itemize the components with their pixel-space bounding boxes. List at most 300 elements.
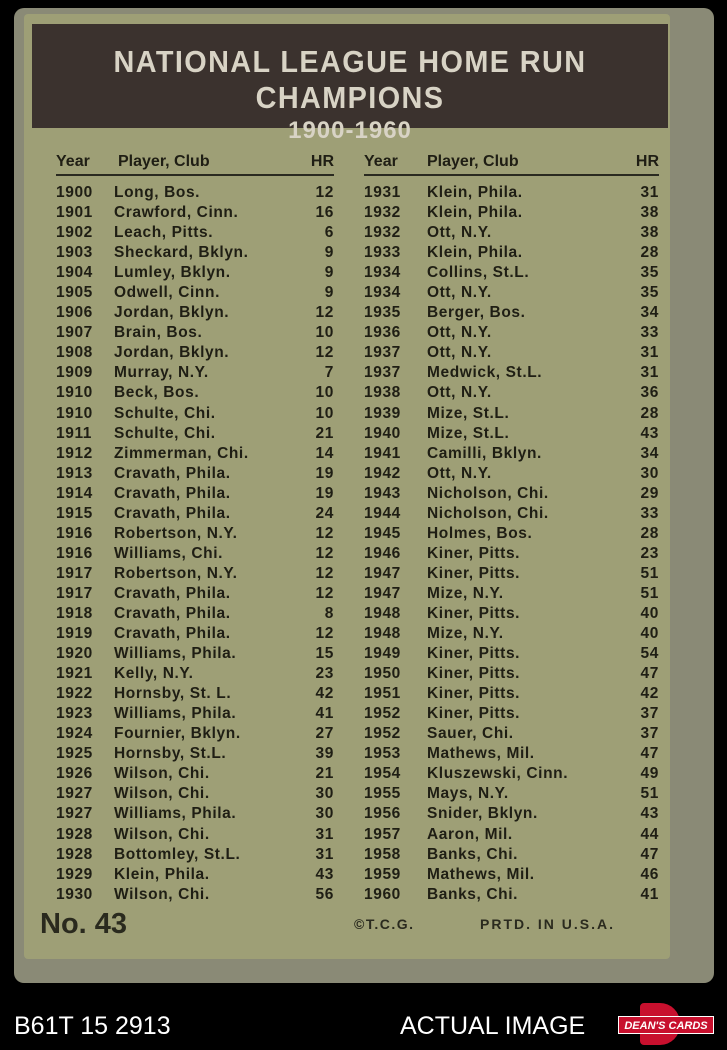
hr-cell: 21: [315, 765, 334, 783]
table-row: [56, 703, 334, 723]
table-row: [364, 463, 659, 483]
hr-cell: 19: [315, 464, 334, 482]
hr-cell: 37: [640, 725, 659, 743]
hr-cell: 42: [315, 685, 334, 703]
table-row: [364, 362, 659, 382]
player-cell: Kiner, Pitts.: [427, 645, 521, 663]
table-row: [56, 242, 334, 262]
year-cell: 1900: [56, 184, 93, 201]
table-row: [56, 423, 334, 443]
table-row: [364, 723, 659, 743]
table-row: [56, 342, 334, 362]
year-cell: 1960: [364, 885, 401, 903]
table-row: [364, 563, 659, 583]
table-row: [364, 603, 659, 623]
table-row: [364, 342, 659, 362]
table-row: [56, 884, 334, 904]
player-cell: Mize, N.Y.: [427, 584, 504, 602]
table-row: [56, 563, 334, 583]
table-row: [56, 382, 334, 402]
hr-cell: 41: [640, 885, 659, 903]
player-cell: Sheckard, Bklyn.: [114, 244, 249, 262]
year-cell: 1928: [56, 825, 93, 843]
table-row: [364, 483, 659, 503]
hr-cell: 6: [324, 224, 334, 242]
player-cell: Beck, Bos.: [114, 384, 200, 402]
year-cell: 1917: [56, 584, 93, 602]
player-cell: Klein, Phila.: [114, 865, 210, 883]
hr-column-header: HR: [310, 153, 334, 170]
table-row: [364, 222, 659, 242]
player-cell: Banks, Chi.: [427, 845, 519, 863]
hr-cell: 31: [315, 845, 334, 863]
year-cell: 1941: [364, 444, 401, 462]
year-cell: 1906: [56, 304, 93, 322]
player-cell: Mathews, Mil.: [427, 745, 535, 763]
player-cell: Zimmerman, Chi.: [114, 444, 249, 462]
hr-cell: 12: [315, 544, 334, 562]
table-row: [364, 864, 659, 884]
player-cell: Schulte, Chi.: [114, 404, 216, 422]
player-cell: Robertson, N.Y.: [114, 564, 238, 582]
player-cell: Hornsby, St.L.: [114, 745, 227, 763]
table-row: [364, 382, 659, 402]
player-cell: Hornsby, St. L.: [114, 685, 232, 703]
hr-cell: 33: [640, 504, 659, 522]
player-cell: Mize, St.L.: [427, 404, 510, 422]
year-cell: 1946: [364, 544, 401, 562]
table-row: [56, 403, 334, 423]
hr-cell: 35: [640, 284, 659, 302]
table-row: [364, 623, 659, 643]
year-cell: 1955: [364, 785, 401, 803]
player-cell: Ott, N.Y.: [427, 384, 492, 402]
hr-cell: 10: [315, 404, 334, 422]
year-cell: 1956: [364, 805, 401, 823]
hr-cell: 23: [315, 665, 334, 683]
hr-cell: 44: [640, 825, 659, 843]
hr-cell: 28: [640, 404, 659, 422]
table-row: [364, 824, 659, 844]
year-cell: 1927: [56, 805, 93, 823]
hr-cell: 12: [315, 564, 334, 582]
player-cell: Williams, Chi.: [114, 544, 224, 562]
player-cell: Wilson, Chi.: [114, 825, 210, 843]
table-row: [364, 884, 659, 904]
table-row: [364, 763, 659, 783]
table-row: [364, 302, 659, 322]
player-cell: Mays, N.Y.: [427, 785, 509, 803]
player-cell: Mize, N.Y.: [427, 625, 504, 643]
hr-cell: 24: [315, 504, 334, 522]
year-cell: 1905: [56, 284, 93, 302]
year-cell: 1919: [56, 625, 93, 643]
player-cell: Schulte, Chi.: [114, 424, 216, 442]
player-cell: Nicholson, Chi.: [427, 504, 549, 522]
hr-cell: 8: [324, 604, 334, 622]
player-cell: Williams, Phila.: [114, 645, 237, 663]
table-row: [56, 583, 334, 603]
player-cell: Kiner, Pitts.: [427, 564, 521, 582]
table-row: [364, 403, 659, 423]
player-cell: Leach, Pitts.: [114, 224, 214, 242]
year-cell: 1932: [364, 224, 401, 242]
year-cell: 1937: [364, 364, 401, 382]
year-cell: 1921: [56, 665, 93, 683]
hr-cell: 47: [640, 845, 659, 863]
right-table-rows: [364, 176, 659, 904]
year-cell: 1954: [364, 765, 401, 783]
year-cell: 1952: [364, 725, 401, 743]
player-cell: Wilson, Chi.: [114, 785, 210, 803]
year-cell: 1915: [56, 504, 93, 522]
year-cell: 1934: [364, 284, 401, 302]
year-cell: 1908: [56, 344, 93, 362]
hr-cell: 42: [640, 685, 659, 703]
year-cell: 1926: [56, 765, 93, 783]
player-cell: Murray, N.Y.: [114, 364, 209, 382]
hr-cell: 14: [315, 444, 334, 462]
player-cell: Klein, Phila.: [427, 244, 523, 262]
player-cell: Nicholson, Chi.: [427, 484, 549, 502]
year-cell: 1925: [56, 745, 93, 763]
year-cell: 1958: [364, 845, 401, 863]
table-row: [364, 803, 659, 823]
year-cell: 1923: [56, 705, 93, 723]
table-row: [56, 864, 334, 884]
table-row: [56, 282, 334, 302]
player-column-header: Player, Club: [118, 153, 210, 170]
year-cell: 1952: [364, 705, 401, 723]
year-cell: 1957: [364, 825, 401, 843]
table-row: [364, 783, 659, 803]
year-cell: 1932: [364, 204, 401, 222]
player-cell: Robertson, N.Y.: [114, 524, 238, 542]
deans-cards-logo: [618, 1003, 714, 1045]
hr-cell: 27: [315, 725, 334, 743]
hr-cell: 31: [315, 825, 334, 843]
hr-cell: 15: [315, 645, 334, 663]
player-cell: Mathews, Mil.: [427, 865, 535, 883]
table-row: [56, 262, 334, 282]
hr-cell: 54: [640, 645, 659, 663]
year-cell: 1936: [364, 324, 401, 342]
table-row: [56, 844, 334, 864]
year-cell: 1937: [364, 344, 401, 362]
table-row: [56, 182, 334, 202]
table-row: [56, 763, 334, 783]
year-cell: 1947: [364, 584, 401, 602]
hr-cell: 33: [640, 324, 659, 342]
year-cell: 1949: [364, 645, 401, 663]
table-row: [56, 503, 334, 523]
year-cell: 1931: [364, 184, 401, 201]
table-row: [364, 242, 659, 262]
player-cell: Ott, N.Y.: [427, 344, 492, 362]
table-row: [364, 583, 659, 603]
hr-cell: 9: [324, 264, 334, 282]
table-row: [364, 683, 659, 703]
player-cell: Banks, Chi.: [427, 885, 519, 903]
player-cell: Cravath, Phila.: [114, 584, 231, 602]
year-cell: 1904: [56, 264, 93, 282]
hr-cell: 37: [640, 705, 659, 723]
hr-cell: 12: [315, 184, 334, 201]
hr-cell: 43: [315, 865, 334, 883]
table-row: [56, 322, 334, 342]
inventory-id: B61T 15 2913: [14, 1012, 171, 1040]
table-row: [364, 543, 659, 563]
year-cell: 1935: [364, 304, 401, 322]
hr-cell: 12: [315, 304, 334, 322]
table-row: [56, 222, 334, 242]
year-cell: 1913: [56, 464, 93, 482]
year-cell: 1917: [56, 564, 93, 582]
player-cell: Crawford, Cinn.: [114, 204, 239, 222]
hr-cell: 21: [315, 424, 334, 442]
table-row: [364, 202, 659, 222]
hr-cell: 12: [315, 524, 334, 542]
year-cell: 1902: [56, 224, 93, 242]
table-row: [56, 362, 334, 382]
hr-cell: 28: [640, 244, 659, 262]
hr-cell: 9: [324, 284, 334, 302]
player-cell: Wilson, Chi.: [114, 885, 210, 903]
player-cell: Aaron, Mil.: [427, 825, 513, 843]
year-cell: 1914: [56, 484, 93, 502]
year-cell: 1947: [364, 564, 401, 582]
table-row: [56, 202, 334, 222]
logo-text: DEAN'S CARDS: [618, 1016, 714, 1034]
hr-cell: 34: [640, 444, 659, 462]
player-cell: Kiner, Pitts.: [427, 544, 521, 562]
hr-cell: 38: [640, 224, 659, 242]
year-cell: 1916: [56, 544, 93, 562]
player-cell: Kiner, Pitts.: [427, 705, 521, 723]
printed-in-text: PRTD. IN U.S.A.: [480, 916, 616, 932]
player-cell: Cravath, Phila.: [114, 604, 231, 622]
year-cell: 1918: [56, 604, 93, 622]
hr-cell: 31: [640, 184, 659, 201]
right-table-header: [364, 150, 659, 176]
actual-image-label: ACTUAL IMAGE: [400, 1012, 586, 1040]
player-cell: Klein, Phila.: [427, 184, 523, 201]
table-row: [56, 683, 334, 703]
left-table: [56, 150, 334, 904]
hr-cell: 12: [315, 625, 334, 643]
player-cell: Jordan, Bklyn.: [114, 344, 230, 362]
table-row: [56, 723, 334, 743]
year-cell: 1927: [56, 785, 93, 803]
player-cell: Ott, N.Y.: [427, 324, 492, 342]
hr-cell: 35: [640, 264, 659, 282]
table-row: [56, 443, 334, 463]
year-cell: 1943: [364, 484, 401, 502]
year-cell: 1934: [364, 264, 401, 282]
player-cell: Klein, Phila.: [427, 204, 523, 222]
year-cell: 1910: [56, 404, 93, 422]
table-row: [364, 443, 659, 463]
hr-cell: 38: [640, 204, 659, 222]
hr-column-header: HR: [635, 153, 659, 170]
table-row: [56, 623, 334, 643]
hr-cell: 36: [640, 384, 659, 402]
year-cell: 1910: [56, 384, 93, 402]
player-cell: Holmes, Bos.: [427, 524, 533, 542]
player-cell: Ott, N.Y.: [427, 284, 492, 302]
hr-cell: 34: [640, 304, 659, 322]
hr-cell: 56: [315, 885, 334, 903]
table-row: [364, 663, 659, 683]
hr-cell: 9: [324, 244, 334, 262]
hr-cell: 30: [640, 464, 659, 482]
year-cell: 1953: [364, 745, 401, 763]
table-row: [364, 262, 659, 282]
hr-cell: 51: [640, 785, 659, 803]
table-row: [364, 282, 659, 302]
year-cell: 1945: [364, 524, 401, 542]
left-table-header: [56, 150, 334, 176]
player-cell: Mize, St.L.: [427, 424, 510, 442]
hr-cell: 46: [640, 865, 659, 883]
player-cell: Cravath, Phila.: [114, 484, 231, 502]
player-cell: Ott, N.Y.: [427, 224, 492, 242]
year-column-header: Year: [364, 153, 398, 170]
year-cell: 1930: [56, 885, 93, 903]
player-cell: Odwell, Cinn.: [114, 284, 220, 302]
player-cell: Bottomley, St.L.: [114, 845, 241, 863]
hr-cell: 40: [640, 625, 659, 643]
year-cell: 1944: [364, 504, 401, 522]
table-row: [364, 703, 659, 723]
table-row: [364, 503, 659, 523]
hr-cell: 12: [315, 344, 334, 362]
table-row: [364, 643, 659, 663]
left-table-rows: [56, 176, 334, 904]
year-cell: 1907: [56, 324, 93, 342]
copyright-text: ©T.C.G.: [354, 916, 415, 932]
year-cell: 1911: [56, 424, 93, 442]
year-cell: 1939: [364, 404, 401, 422]
player-cell: Fournier, Bklyn.: [114, 725, 241, 743]
hr-cell: 49: [640, 765, 659, 783]
player-cell: Cravath, Phila.: [114, 504, 231, 522]
player-cell: Ott, N.Y.: [427, 464, 492, 482]
hr-cell: 30: [315, 805, 334, 823]
player-cell: Brain, Bos.: [114, 324, 203, 342]
table-row: [56, 543, 334, 563]
card-title: NATIONAL LEAGUE HOME RUN CHAMPIONS: [113, 44, 587, 115]
hr-cell: 41: [315, 705, 334, 723]
player-cell: Long, Bos.: [114, 184, 201, 201]
player-cell: Sauer, Chi.: [427, 725, 514, 743]
year-cell: 1938: [364, 384, 401, 402]
player-cell: Kluszewski, Cinn.: [427, 765, 569, 783]
table-row: [56, 463, 334, 483]
year-cell: 1928: [56, 845, 93, 863]
hr-cell: 43: [640, 805, 659, 823]
player-cell: Kiner, Pitts.: [427, 665, 521, 683]
hr-cell: 7: [324, 364, 334, 382]
table-row: [56, 743, 334, 763]
year-cell: 1959: [364, 865, 401, 883]
year-cell: 1948: [364, 625, 401, 643]
player-cell: Berger, Bos.: [427, 304, 526, 322]
year-cell: 1924: [56, 725, 93, 743]
hr-cell: 39: [315, 745, 334, 763]
table-row: [56, 483, 334, 503]
year-cell: 1951: [364, 685, 401, 703]
table-row: [364, 182, 659, 202]
player-column-header: Player, Club: [427, 153, 519, 170]
table-row: [364, 423, 659, 443]
card-header: [32, 24, 668, 144]
year-cell: 1950: [364, 665, 401, 683]
player-cell: Kiner, Pitts.: [427, 685, 521, 703]
table-row: [56, 783, 334, 803]
year-cell: 1901: [56, 204, 93, 222]
hr-cell: 29: [640, 484, 659, 502]
player-cell: Snider, Bklyn.: [427, 805, 538, 823]
hr-cell: 16: [315, 204, 334, 222]
hr-cell: 51: [640, 564, 659, 582]
player-cell: Kiner, Pitts.: [427, 604, 521, 622]
player-cell: Cravath, Phila.: [114, 625, 231, 643]
table-row: [364, 743, 659, 763]
year-cell: 1933: [364, 244, 401, 262]
hr-cell: 47: [640, 665, 659, 683]
hr-cell: 43: [640, 424, 659, 442]
hr-cell: 40: [640, 604, 659, 622]
table-row: [56, 824, 334, 844]
hr-cell: 51: [640, 584, 659, 602]
player-cell: Wilson, Chi.: [114, 765, 210, 783]
table-row: [56, 302, 334, 322]
table-row: [56, 523, 334, 543]
year-cell: 1948: [364, 604, 401, 622]
year-cell: 1922: [56, 685, 93, 703]
player-cell: Williams, Phila.: [114, 705, 237, 723]
hr-cell: 10: [315, 324, 334, 342]
hr-cell: 30: [315, 785, 334, 803]
player-cell: Collins, St.L.: [427, 264, 530, 282]
right-table: [364, 150, 659, 904]
card-subtitle-years: 1900-1960: [288, 117, 412, 144]
year-cell: 1920: [56, 645, 93, 663]
hr-cell: 31: [640, 344, 659, 362]
table-row: [56, 603, 334, 623]
year-column-header: Year: [56, 153, 90, 170]
player-cell: Kelly, N.Y.: [114, 665, 194, 683]
player-cell: Williams, Phila.: [114, 805, 237, 823]
hr-cell: 23: [640, 544, 659, 562]
player-cell: Camilli, Bklyn.: [427, 444, 542, 462]
hr-cell: 12: [315, 584, 334, 602]
hr-cell: 47: [640, 745, 659, 763]
player-cell: Lumley, Bklyn.: [114, 264, 231, 282]
table-row: [56, 663, 334, 683]
year-cell: 1909: [56, 364, 93, 382]
hr-cell: 31: [640, 364, 659, 382]
table-row: [56, 643, 334, 663]
year-cell: 1912: [56, 444, 93, 462]
hr-cell: 28: [640, 524, 659, 542]
hr-cell: 10: [315, 384, 334, 402]
year-cell: 1903: [56, 244, 93, 262]
table-row: [364, 322, 659, 342]
hr-cell: 19: [315, 484, 334, 502]
year-cell: 1940: [364, 424, 401, 442]
